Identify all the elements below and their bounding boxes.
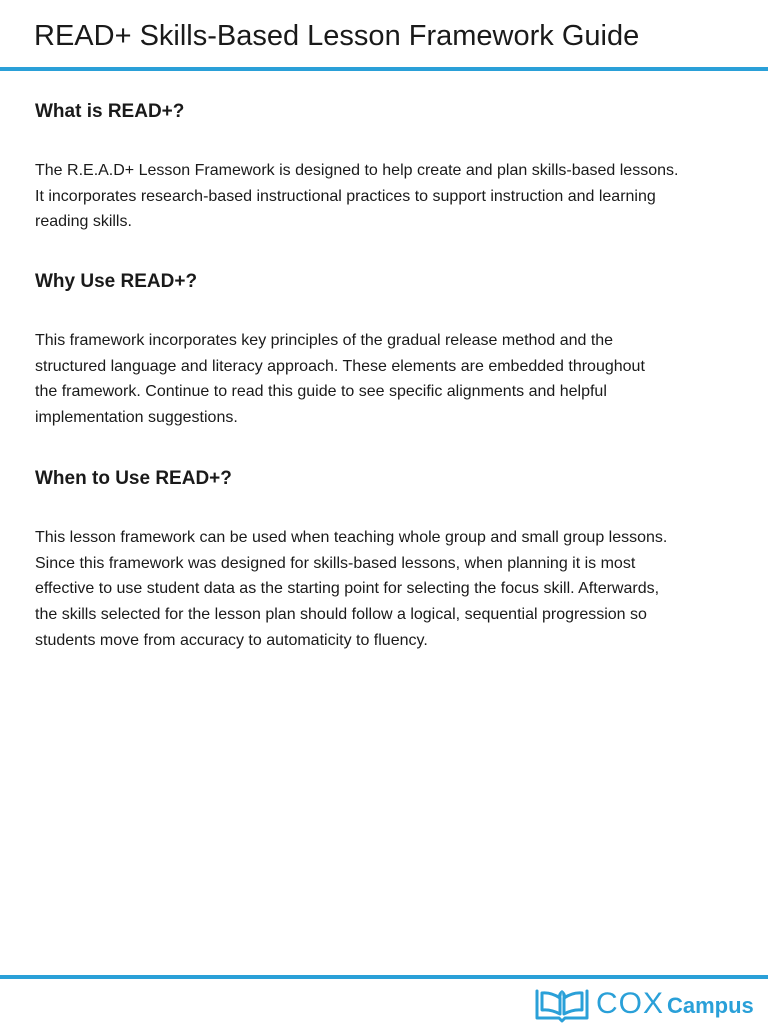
section-body-what — [35, 158, 735, 235]
cox-campus-logo — [533, 985, 763, 1023]
body-line: This framework incorporates key principles of the gradual release method and the — [35, 332, 614, 349]
body-line: It incorporates research-based instructional practices to support instruction and learning — [35, 187, 656, 205]
section-heading-what: What is READ+? — [35, 101, 185, 122]
logo-brand-text: COX — [596, 987, 665, 1020]
page-title: READ+ Skills-Based Lesson Framework Guide — [34, 20, 640, 52]
logo-product-text: Campus — [667, 993, 754, 1018]
body-line: students move from accuracy to automaticity to fluency. — [35, 631, 428, 649]
section-heading-when: When to Use READ+? — [35, 468, 232, 489]
section-body-when — [35, 525, 735, 654]
body-line: reading skills. — [35, 213, 132, 231]
header-divider — [0, 67, 768, 71]
footer-divider — [0, 975, 768, 979]
section-body-why — [35, 328, 735, 431]
body-line: the framework. Continue to read this guide to see specific alignments and helpful — [35, 383, 607, 401]
body-line: implementation suggestions. — [35, 409, 238, 427]
open-book-leaf-icon — [533, 985, 591, 1023]
body-line: effective to use student data as the starting point for selecting the focus skill. Afterwards, — [35, 580, 660, 598]
body-line: structured language and literacy approach. These elements are embedded throughout — [35, 357, 645, 375]
body-line: This lesson framework can be used when teaching whole group and small group lessons. — [35, 529, 668, 546]
section-heading-why: Why Use READ+? — [35, 271, 198, 292]
body-line: the skills selected for the lesson plan should follow a logical, sequential progression so — [35, 606, 647, 624]
body-line: The R.E.A.D+ Lesson Framework is designed to help create and plan skills-based lessons. — [35, 162, 679, 179]
body-line: Since this framework was designed for skills-based lessons, when planning it is most — [35, 554, 636, 572]
